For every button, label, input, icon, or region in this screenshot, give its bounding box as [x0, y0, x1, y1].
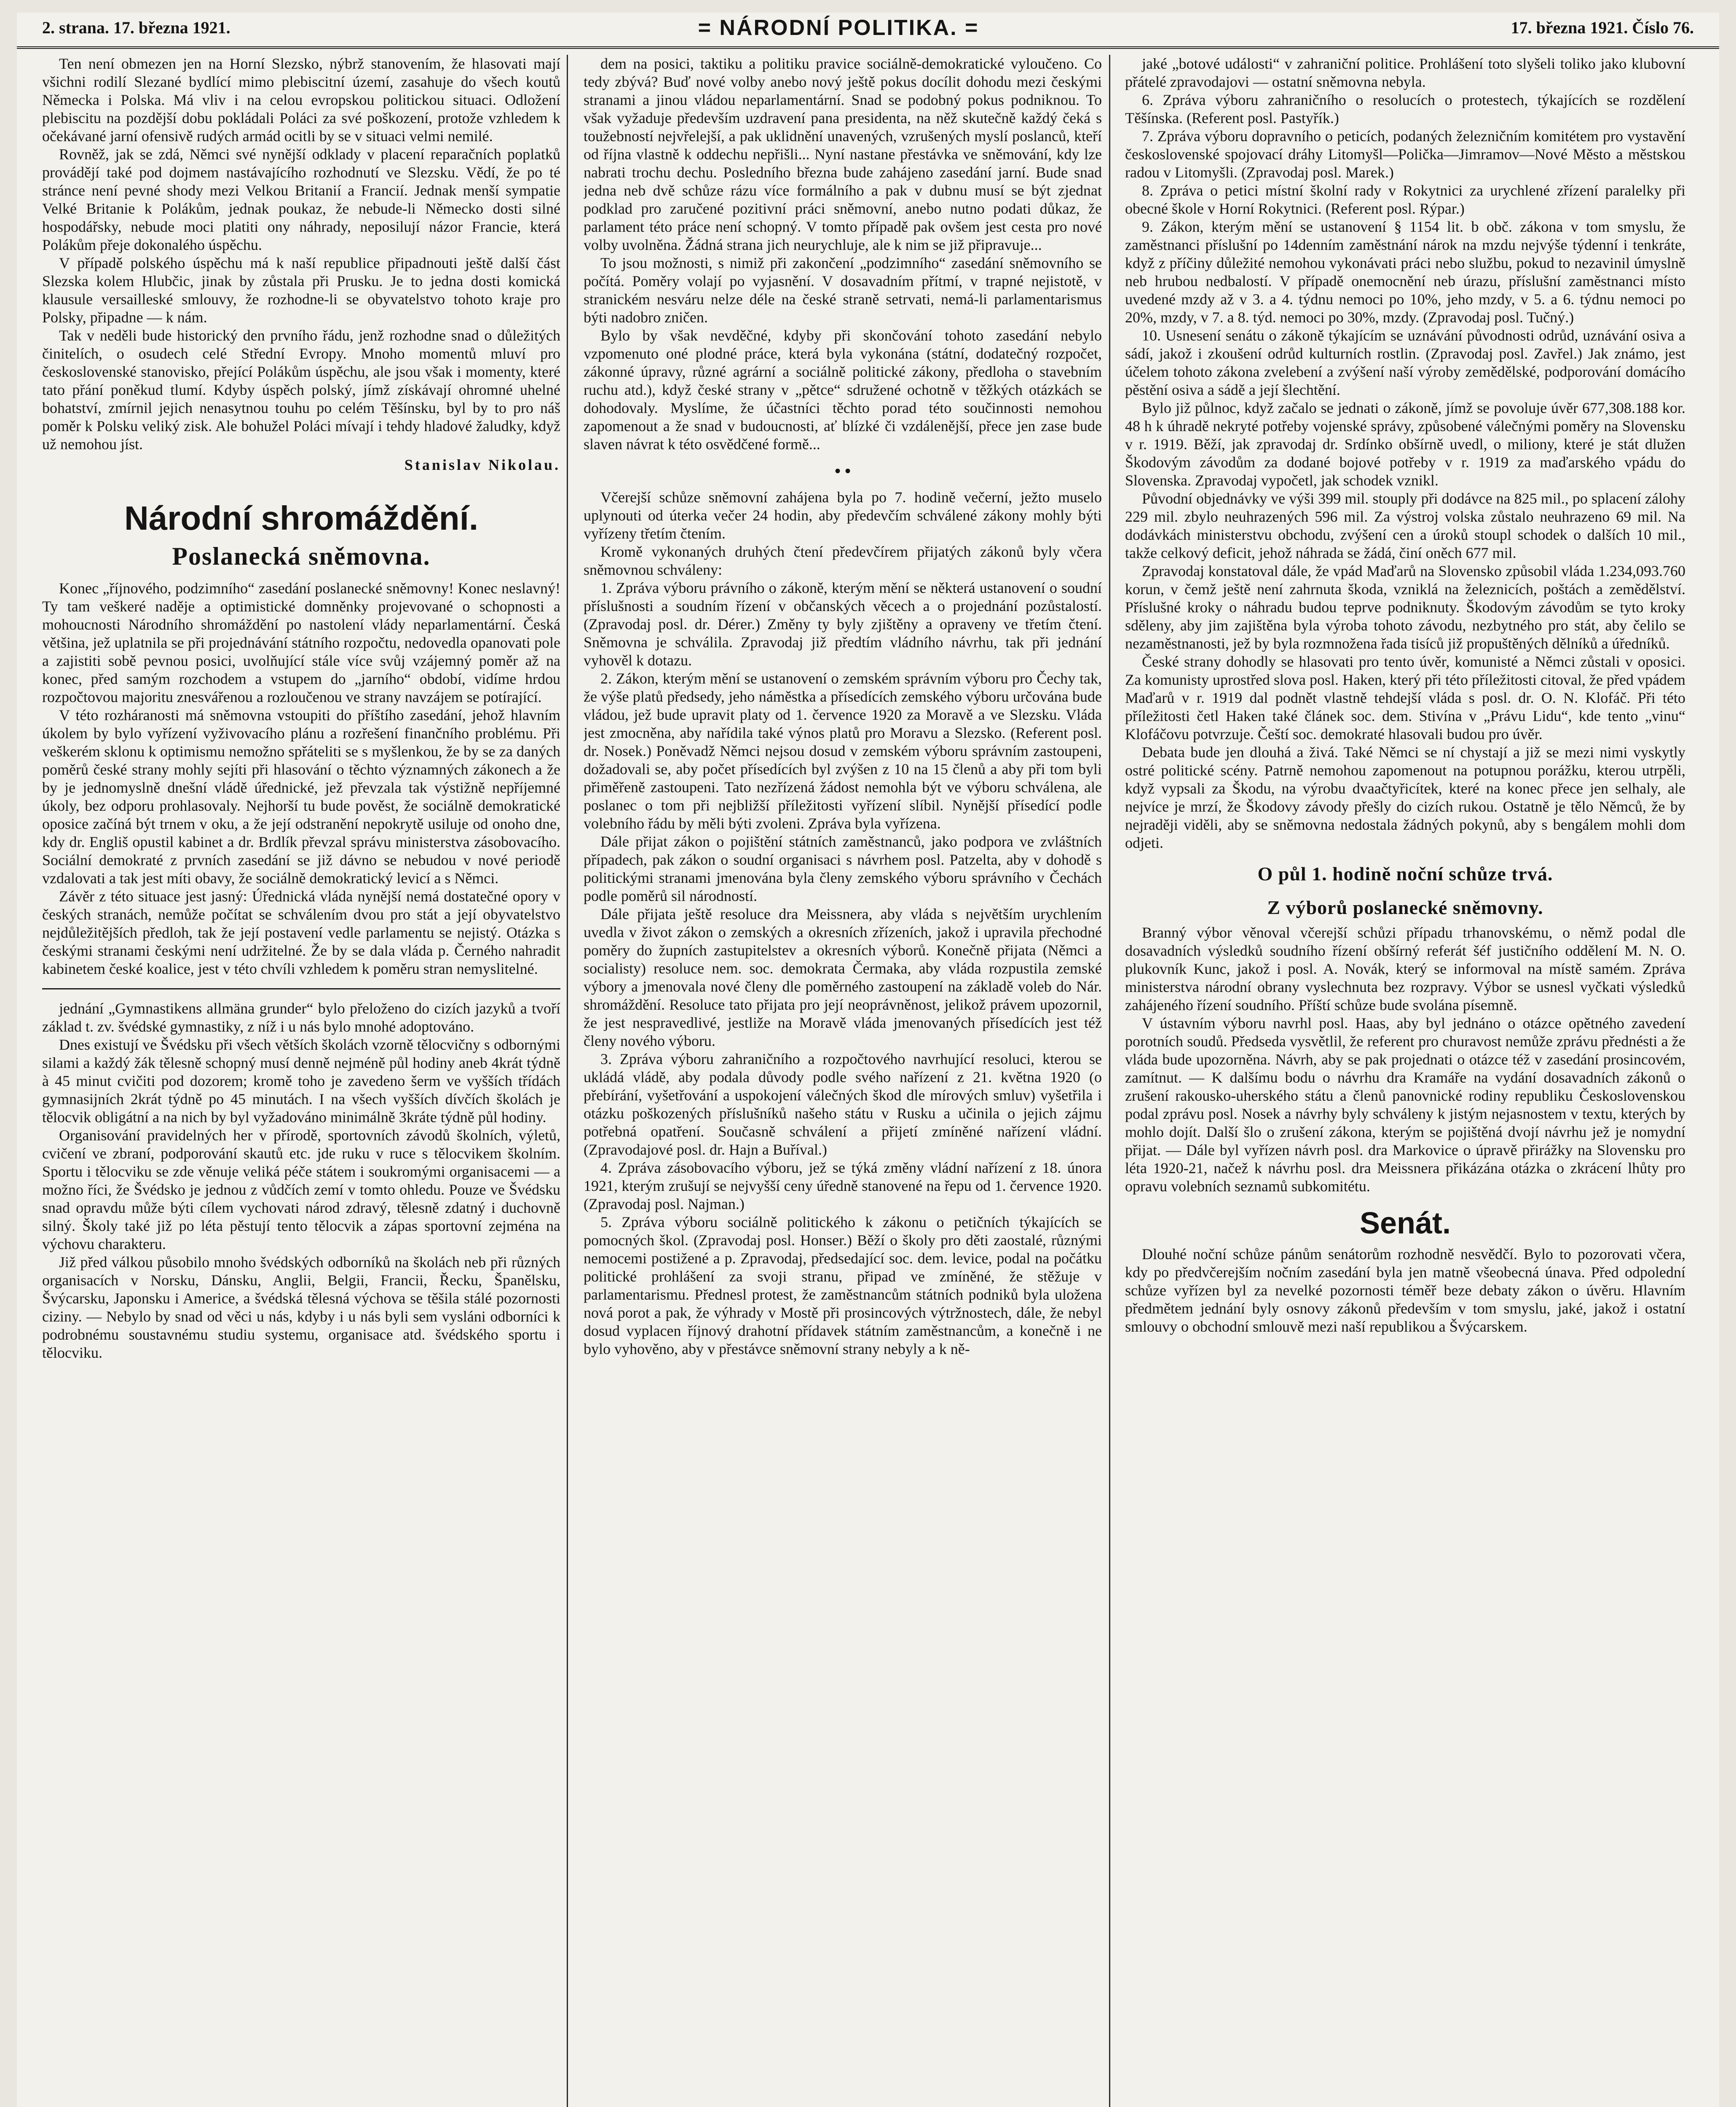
subsection-heading: Z výborů poslanecké sněmovny.	[1267, 897, 1543, 918]
subsection-heading: O půl 1. hodině noční schůze trvá.	[1257, 863, 1553, 885]
paragraph: Bylo by však nevděčné, kdyby při skončování tohoto zasedání nebylo vzpomenuto oné plodné práce, která byla vykonána (státní, dodatečný rozpočet, zákonné úpravy, různé agrární a sociálně politické zákony, předloha o stavebním ruchu atd.), když české strany v „pětce“ sdružené ochotně v těžkých otázkách se dohodovaly. Myslíme, že účastníci těchto porad této součinnosti nemohou zapomenout a že snad v budoucnosti, ať blízké či vzdálenější, přece jen zase bude slaven návrat k této osvědčené formě...	[584, 327, 1102, 453]
paragraph: jaké „botové události“ v zahraniční politice. Prohlášení toto slyšeli toliko jako klubovní přátelé zpravodajovi — ostatní sněmovna nebyla.	[1125, 55, 1685, 90]
paragraph: Již před válkou působilo mnoho švédských odborníků na školách neb při různých organisacích v Norsku, Dánsku, Anglii, Belgii, Francii, Řecku, Španělsku, Švýcarsku, Japonsku i Americe, a švédská tělesná výchova se těšila stálé pozornosti ciziny. — Nebylo by snad od věci u nás, kdyby i u nás byli sem vysláni odborníci k podrobnému soustavnému studiu systemu, organisace atd. švédského sportu i tělocviku.	[42, 1254, 560, 1361]
paragraph: jednání „Gymnastikens allmäna grunder“ bylo přeloženo do cizích jazyků a tvoří základ t. zv. švédské gymnastiky, z níž i u nás bylo mnohé adoptováno.	[42, 1000, 560, 1035]
paragraph: Dnes existují ve Švédsku při všech větších školách vzorně tělocvičny s odbornými silami a každý žák tělesně schopný musí denně nejméně půl hodiny aneb 4krát týdně à 45 minut cvičiti pod dozorem; kromě toho je zavedeno šerm ve vyšších třídách gymnasijních 2krát týdně po 45 minutách. I na všech vyšších dívčích školách je tělocvik obligátní a na nich by byl vyžadováno minimálně 3kráte týdně půl hodiny.	[42, 1036, 560, 1126]
paragraph: Tak v neděli bude historický den prvního řádu, jenž rozhodne snad o důležitých činitelích, o osudech celé Střední Evropy. Mnoho momentů mluví pro československé stanovisko, přející Polákům úspěchu, ale jsou však i momenty, které tato přání poněkud tlumí. Kdyby úspěch polský, jímž získávají ohromné uhelné bohatství, zmírnil jejich nenasytnou touhu po celém Těšínsku, byl by to pro náš poměr k Polsku veliký zisk. Ale bohužel Poláci mívají i tehdy hladové žaludky, když už nemohou jíst.	[42, 327, 560, 453]
paragraph: Původní objednávky ve výši 399 mil. stouply při dodávce na 825 mil., po splacení zálohy 229 mil. zbylo neuhrazených 596 mil. Za výstroj volska zůstalo neuhrazeno 69 mil. Na dodávkách ministerstvu obchodu, zvýšení cen a úroků stoupl schodek o dalších 10 mil., takže celkový deficit, jehož náhrada se žádá, činí oněch 677 mil.	[1125, 490, 1685, 561]
paragraph: 6. Zpráva výboru zahraničního o resolucích o protestech, týkajících se rozdělení Těšínska. (Referent posl. Pastyřík.)	[1125, 91, 1685, 126]
paragraph: Organisování pravidelných her v přírodě, sportovních závodů školních, výletů, cvičení ve zbraní, podporování skautů etc. jde ruku v ruce s tělocvikem školním. Sportu i tělocviku se zde věnuje veliká péče státem i soukromými organisacemi — a možno říci, že Švédsko je jednou z vůdčích zemí v tomto ohledu. Pouze ve Švédsku snad opravdu může býti cílem vychovati národ zdravý, tělesně zdatný i duchovně silný. Školy také již po léta pěstují tento tělocvik a zápas sportovní zejména na výchovu charakteru.	[42, 1127, 560, 1252]
page-header	[17, 13, 1719, 49]
masthead-title: = NÁRODNÍ POLITIKA. =	[698, 16, 979, 40]
paragraph: V ústavním výboru navrhl posl. Haas, aby byl jednáno o otázce opětného zavedení porotních soudů. Předseda vysvětlil, že referent pro churavost nemůže zprávu přednésti a že vláda bude upozorněna. Návrh, aby se pak projednati o otázce též v zasedání prosincovém, zamítnut. — K dalšímu bodu o návrhu dra Kramáře na vydání dosavadních zákonů o zrušení rakousko-uherského státu a členů panovnické rodiny republiku Československou podal zprávu posl. Nosek a návrhy byly schváleny k jistým nejasnostem v textu, kterých by mohlo dojít. Další šlo o zrušení zákona, kterým se pojištěná dvojí návrhu jež je nomydní přijat. — Dále byl vyřízen návrh posl. dra Markovice o úpravě přirážky na Slovensku pro léta 1920-21, načež k návrhu posl. dra Meissnera přikázána otázka o zkrácení lhůty pro opravu volebních seznamů subkomitétu.	[1125, 1015, 1685, 1195]
section-title: Národní shromáždění.	[124, 499, 479, 537]
paragraph: Branný výbor věnoval včerejší schůzi případu trhanovskému, o němž podal dle dosavadních výsledků soudního řízení obšírný referát šéf justičního oddělení M. N. O. plukovník Kunc, jakož i posl. A. Novák, který se informoval na místě samém. Zpráva ministerstva národní obrany vyslechnuta bez rozpravy. Výbor se usnesl vyčkati výsledků zahájeného řízení soudního. Příští schůze bude svolána písemně.	[1125, 924, 1685, 1013]
section-separator: • •	[834, 461, 851, 480]
paragraph: Zpravodaj konstatoval dále, že vpád Maďarů na Slovensko způsobil vláda 1.234,093.760 korun, v čemž ještě není zahrnuta škoda, vzniklá na železnicích, poštách a zemědělství. Příslušné kroky o náhradu budou teprve podniknuty. Škodovým závodům se tyto kroky sděleny, aby jim zajištěna byla výroba tohoto závodu, nezbytného pro stát, aby čelilo se nezaměstnanosti, jež by byla rozmnožena řada tisíců již propuštěných dělníků a úředníků.	[1125, 563, 1685, 652]
paragraph: 8. Zpráva o petici místní školní rady v Rokytnici za urychlené zřízení paralelky při obecné škole v Horní Rokytnici. (Referent posl. Rýpar.)	[1125, 182, 1685, 217]
paragraph: Bylo již půlnoc, když začalo se jednati o zákoně, jímž se povoluje úvěr 677,308.188 kor. 48 h k úhradě nekryté potřeby vojenské správy, způsobené válečnými poměry na Slovensku v r. 1919. Běží, jak zpravodaj dr. Srdínko obšírně uvedl, o miliony, které je stát dlužen Škodovým závodům za dodané bojové potřeby v r. 1919 za maďarského vpádu do Slovenska. Zpravodaj vypočetl, jak schodek vznikl.	[1125, 399, 1685, 489]
paragraph: 1. Zpráva výboru právního o zákoně, kterým mění se některá ustanovení o soudní příslušnosti a soudním řízení v občanských věcech a o projednání pozůstalostí. (Zpravodaj posl. dr. Dérer.) Změny ty byly zjištěny a opraveny ve třetím čtení. Sněmovna je schválila. Zpravodaj již předtím vládního návrhu, tak při jednání vyhověl k dotazu.	[584, 579, 1102, 669]
paragraph: 5. Zpráva výboru sociálně politického k zákonu o petičních týkajících se pomocných škol. (Zpravodaj posl. Honser.) Běží o školy pro děti zaostalé, různými nemocemi postižené a p. Zpravodaj, předsedající soc. dem. levice, podal na počátku politické prohlášení za svoji stranu, připad ve zmíněné, že stěžuje v parlamentarismu. Přednesl protest, že zaměstnancům státních podniků byla uložena nová porot a pak, že výhrady v Mostě při prosincových výtržnostech, dále, že nebyl dosud vyplacen říjnový drahotní přídavek státním zaměstnancům, a konečně i ne bylo vyhověno, aby v přestávce sněmovní strany nebyly a k ně-	[584, 1214, 1102, 1357]
paragraph: Závěr z této situace jest jasný: Úřednická vláda nynější nemá dostatečné opory v českých stranách, nemůže počítat se schválením dvou pro stát a její obyvatelstvo nejdůležitějších předloh, tak že její postavení vedle parlamentu se nejistý. Otázka s českými stranami českými není udržitelné. Že by se dala vláda p. Černého nahradit kabinetem české koalice, jest v této chvíli vzhledem k poměru stran nemyslitelné.	[42, 888, 560, 977]
paragraph: 3. Zpráva výboru zahraničního a rozpočtového navrhující resoluci, kterou se ukládá vládě, aby podala důvody podle svého nařízení z 21. května 1920 (o přebírání, vyšetřování a uspokojení válečných škod dle mírových smluv) vyšetřila i otázku poškozených příslušníků našeho státu v Rusku a učinila o jejich zájmu potřebná opatření. Současně schválení a přijetí zmíněné nařízení vládní. (Zpravodajové posl. dr. Hajn a Buříval.)	[584, 1051, 1102, 1158]
paragraph: 4. Zpráva zásobovacího výboru, jež se týká změny vládní nařízení z 18. února 1921, kterým zrušují se nejvyšší ceny úředně stanovené na řepu od 1. července 1920. (Zpravodaj posl. Najman.)	[584, 1159, 1102, 1212]
paragraph: To jsou možnosti, s nimiž při zakončení „podzimního“ zasedání sněmovního se počítá. Poměry volají po vyjasnění. V dosavadním přítmí, v trapné nejistotě, v stranickém nesváru nelze déle na české straně setrvati, nemá-li parlamentarismus býti nadobro zničen.	[584, 255, 1102, 326]
paragraph: Ten není obmezen jen na Horní Slezsko, nýbrž stanovením, že hlasovati mají všichni rodilí Slezané bydlící mimo plebiscitní území, zasahuje do všech koutů Německa i Polska. Má vliv i na celou evropskou politickou situaci. Odložení plebiscitu na pozdější dobu pokládali Poláci za své poškození, protože vzhledem k očekávané jarní ofensivě rudých armád ocitli by se v situaci velmi nemilé.	[42, 55, 560, 145]
paragraph: České strany dohodly se hlasovati pro tento úvěr, komunisté a Němci zůstali v oposici. Za komunisty uprostřed slova posl. Haken, který při této příležitosti citoval, že před vpádem Maďarů v r. 1919 dal podnět vlastně tehdejší vláda s posl. dr. O. N. Klofáč. Při této příležitosti četl Haken také článek soc. dem. Stivína v „Právu Lidu“, kde tento „vinu“ Klofáčovu potvrzuje. Čeští soc. demokraté hlasovali budou pro úvěr.	[1125, 653, 1685, 743]
paragraph: V případě polského úspěchu má k naší republice připadnouti ještě další část Slezska kolem Hlubčic, jinak by zůstala při Prusku. Je to jedna dosti komická klausule versailleské smlouvy, že rozhodne-li se obyvatelstvo tohoto kraje pro Polsky, připadne — k nám.	[42, 255, 560, 326]
paragraph: Dále přijat zákon o pojištění státních zaměstnanců, jako podpora ve zvláštních případech, pak zákon o soudní organisaci s návrhem posl. Patzelta, aby v dohodě s politickými stranami jmenována byla členy zemského výboru správního v Čechách podle poměrů sil národností.	[584, 833, 1102, 904]
section-title-senat: Senát.	[1359, 1206, 1451, 1240]
paragraph: 7. Zpráva výboru dopravního o peticích, podaných železničním komitétem pro vystavění československé spojovací dráhy Litomyšl—Polička—Jimramov—Nové Město a městskou radou v Litomyšli. (Zpravodaj posl. Marek.)	[1125, 128, 1685, 181]
paragraph: 10. Usnesení senátu o zákoně týkajícím se uznávání původnosti odrůd, uznávání osiva a sádí, jakož i zkoušení odrůd kulturních rostlin. (Zpravodaj posl. Zavřel.) Jak známo, jest účelem tohoto zákona zvelebení a zvýšení naší výroby zemědělské, podporování domácího pěstění osiva a sádě a její šlechtění.	[1125, 327, 1685, 398]
column-1	[42, 55, 560, 2107]
author-signature: Stanislav Nikolau.	[404, 456, 560, 473]
paragraph: Dlouhé noční schůze pánům senátorům rozhodně nesvědčí. Bylo to pozorovati včera, kdy po předvčerejším nočním zasedání byla jen matně všeobecná únava. Před odpolední schůze vyřízen byl za nevelké pozornosti téměř beze debaty zákon o úvěru. Hlavním předmětem jednání byly osnovy zákonů především v tom smyslu, jaké, jakož i ostatní smlouvy o obchodní smlouvě mezi naší republikou a Švýcarskem.	[1125, 1246, 1685, 1335]
paragraph: Kromě vykonaných druhých čtení předevčírem přijatých zákonů byly včera sněmovnou schváleny:	[584, 543, 1102, 578]
paragraph: Včerejší schůze sněmovní zahájena byla po 7. hodině večerní, ježto muselo uplynouti od úterka večer 24 hodin, aby předevčím schválené zákony mohly býti vyřízeny třetím čtením.	[584, 489, 1102, 542]
paragraph: Konec „říjnového, podzimního“ zasedání poslanecké sněmovny! Konec neslavný! Ty tam veškeré naděje a optimistické domněnky projevované o schopnosti a mohoucnosti Národního shromáždění po nastolení vlády neparlamentární. Česká většina, jež uplatnila se při projednávání státního rozpočtu, nedovedla opanovati pole a zajistiti sobě pevnou posici, uvolňující stále více svůj vzájemný poměr až na konec, před samým rozchodem a vstupem do „jarního“ období, vidíme hrdou rozpočtovou majoritu znesvářenou a rozloučenou ve strany navzájem se potírající.	[42, 580, 560, 705]
paragraph: Rovněž, jak se zdá, Němci své nynější odklady v placení reparačních poplatků provádějí také pod dojmem nastávajícího rozhodnutí ve Slezsku. Vědí, že po té stránce není pevné shody mezi Velkou Britanií a Francií. Jednak menší sympatie Velké Britanie k Polákům, jednak poukaz, že nebude-li Německo dosti silné hospodářsky, nebude moci platiti ony náhrady, neposilují názor Francie, která Polákům přeje dokonalého úspěchu.	[42, 146, 560, 253]
paragraph: V této rozháranosti má sněmovna vstoupiti do příštího zasedání, jehož hlavním úkolem by bylo vyřízení vyživovacího plánu a rozřešení finančního problému. Při veškerém sklonu k optimismu nemožno spřáteliti se s myšlenkou, že by se za daných poměrů české strany mohly sejíti při hlasování o těchto významných zákonech a že by je jednomyslně dnešní vládě úřednické, jež převzala tak výstižně nepříjemné úkoly, bez odporu prohlasovaly. Nejhorší tu bude pověst, že sociálně demokratické oposice začíná být trnem v oku, a že její odstranění nepokrytě usiluje od onoho dne, kdy dr. Engliš opustil kabinet a dr. Brdlík převzal správu ministerstva zásobovacího. Sociální demokraté z prvních zasedání se již dávno se nebudou v nové periodě vzdalovati a tak jest míti obavy, že sociálně demokratický levicí a s Němci.	[42, 707, 560, 887]
divider	[42, 988, 560, 989]
paragraph: dem na posici, taktiku a politiku pravice sociálně-demokratické vyloučeno. Co tedy zbývá? Buď nové volby anebo nový ještě pokus docílit dohodu mezi českými stranami a jinou vládou neparlamentární. Snad se podobný pokus podniknou. To však vyžaduje především uzdravení pana presidenta, na něž skutečně každý čeká s toužebností nejvřelejší, a pak uklidnění unavených, vzrušených myslí poslanců, kteří od října vlastně k oddechu nepřišli... Nyní nastane přestávka ve sněmování, kdy lze nabrati trochu dechu. Posledního března bude zahájeno zasedání jarní. Bude snad jedna neb dvě schůze rázu více formálního a pak v dubnu musí se být zjednat podklad pro zaručené pozitivní práci sněmovní, anebo nutno podati důkaz, že parlament této práce není schopný. V tomto případě pak ovšem jest cesta pro nové volby uvolněna. Žádná strana jich neurychluje, ale k nim se již připravuje...	[584, 55, 1102, 253]
section-subtitle: Poslanecká sněmovna.	[172, 542, 431, 570]
newspaper-page	[17, 13, 1719, 2107]
paragraph: Debata bude jen dlouhá a živá. Také Němci se ní chystají a již se mezi nimi vyskytly ostré politické scény. Patrně nemohou zapomenout na potupnou porážku, kterou utrpěli, když vypsali za Škodu, na výrobu dvaačtyřicítek, které na konec přece jen selhaly, ale nejvíce je mrzí, že Škodovy závody přešly do cizích rukou. Ostatně je tělo Němců, že by nejraději viděli, aby se sněmovna nedostala žádných pokynů, aby s bengálem mohli dom odjeti.	[1125, 744, 1685, 851]
column-3	[1125, 55, 1685, 2107]
header-page-date: 2. strana. 17. března 1921.	[42, 18, 230, 37]
paragraph: 2. Zákon, kterým mění se ustanovení o zemském správním výboru pro Čechy tak, že výše platů předsedy, jeho náměstka a přísedících zemského výboru určována bude vládou, jež bude upravit platy od 1. července 1920 za Moravě a ve Slezsku. Vláda jest zmocněna, aby nařídila také výnos platů pro Moravu a Slezsko. (Referent posl. dr. Nosek.) Poněvadž Němci nejsou dosud v zemském výboru správním zastoupeni, dožadovali se, aby počet přísedících byl zvýšen z 10 na 15 členů a aby při tom byli přiměřeně zastoupeni. Tato nezřízená žádost nemohla být ve výboru schválena, ale poslanec o tom při nejbližší příležitosti vyřízení slíbil. Nynější přísedící podle volebního řádu by měli býti zvoleni. Zpráva byla vyřízena.	[584, 670, 1102, 832]
header-date-issue: 17. března 1921. Číslo 76.	[1511, 18, 1694, 37]
paragraph: Dále přijata ještě resoluce dra Meissnera, aby vláda s největším urychlením uvedla v život zákon o zemských a okresních zřízeních, jakož i upravila přechodné poměry do župních zastupitelstev a okresních výborů. Konečně přijata (Němci a socialisty) resoluce nem. soc. demokrata Čermaka, aby vláda rozpustila zemské výbory a jmenovala nové členy dle poměrného zastoupení na základě voleb do Nár. shromáždění. Resoluce tato přijata pro její neoprávněnost, jelikož právem upozornil, že jest nespravedlivé, jestliže na Moravě vláda jmenovaných přísedících jest též členy nového výboru.	[584, 906, 1102, 1049]
paragraph: 9. Zákon, kterým mění se ustanovení § 1154 lit. b obč. zákona v tom smyslu, že zaměstnanci příslušní po 14denním zaměstnání nárok na mzdu nejvýše týdenní i tenkráte, když z příčiny důležité nemohou vykonávati práci nebo službu, pokud to nezavinil úmyslně neb hrubou nedbalostí. V případě onemocnění neb úrazu, příslušní zaměstnanci místo uvedené mzdy až v 3. a 4. týdnu nemoci po 10%, jeho mzdy, v 5. a 6. týdnu nemoci po 20%, mzdy, v 7. a 8. týd. nemoci po 30%, mzdy. (Zpravodaj posl. Tučný.)	[1125, 218, 1685, 326]
column-rule	[567, 55, 568, 2107]
column-rule	[1109, 55, 1110, 2107]
column-2	[584, 55, 1102, 2107]
